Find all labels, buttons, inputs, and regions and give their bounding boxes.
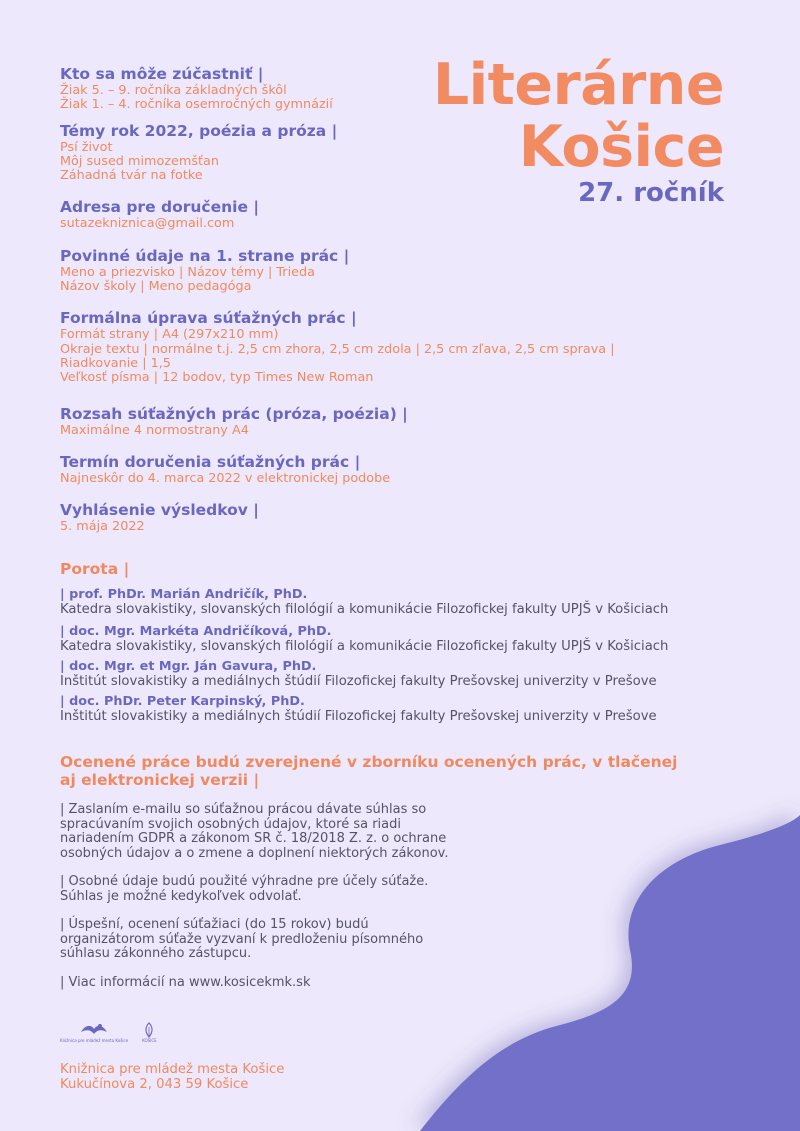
section-line: Riadkovanie | 1,5 [60, 355, 171, 371]
section-line: Formát strany | A4 (297x210 mm) [60, 327, 279, 343]
note-line: organizátorom súťaže vyzvaní k predloženiu písomného [60, 931, 424, 947]
jury-member-name: | doc. Mgr. et Mgr. Ján Gavura, PhD. [60, 659, 317, 675]
section-line: Žiak 5. – 9. ročníka základných škôl [60, 83, 287, 98]
jury-member [60, 625, 750, 655]
publication-heading-line-1: Ocenené práce budú zverejnené v zborníku ocenených prác, v tlačenej [60, 753, 678, 772]
section-formatting [60, 308, 750, 385]
note-line: | Zaslaním e-mailu so súťažnou prácou dávate súhlas so [60, 802, 427, 818]
section-participants [60, 64, 750, 113]
jury-member [60, 660, 750, 690]
section-line: Maximálne 4 normostrany A4 [60, 422, 249, 438]
note-line: spracúvaním svojich osobných údajov, ktoré sa riadi [60, 816, 401, 832]
section-heading: Adresa pre doručenie | [60, 198, 260, 217]
section-heading: Témy rok 2022, poézia a próza | [60, 121, 338, 140]
section-line: Meno a priezvisko | Názov témy | Trieda [60, 264, 315, 280]
section-line: Žiak 1. – 4. ročníka osemročných gymnázií [60, 97, 333, 113]
note-line: osobných údajov a o zmene a doplnení niektorých zákonov. [60, 845, 449, 861]
section-address [60, 197, 750, 231]
title-line-2: Košice [518, 114, 724, 180]
footer-address: Kukučínova 2, 043 59 Košice [60, 1077, 249, 1092]
library-logo-text: Knižnica pre mládež mesta Košice [60, 1038, 129, 1043]
note-line: nariadením GDPR a zákonom SR č. 18/2018 Z. z. o ochrane [60, 831, 447, 847]
jury-member-affiliation: Katedra slovakistiky, slovanských filológií a komunikácie Filozofickej fakulty UPJŠ v Košiciach [60, 602, 669, 618]
jury-member-name: | prof. PhDr. Marián Andričík, PhD. [60, 587, 308, 603]
footer [60, 1062, 284, 1092]
jury-member [60, 695, 750, 725]
note-line: | Úspešní, ocenení súťažiaci (do 15 rokov) budú [60, 917, 369, 933]
section-themes [60, 121, 750, 184]
section-heading: Formálna úprava súťažných prác | [60, 309, 357, 328]
footer-organization: Knižnica pre mládež mesta Košice [60, 1062, 285, 1077]
city-logo [142, 1022, 157, 1043]
note-line: | Osobné údaje budú použité výhradne pre účely súťaže. [60, 874, 429, 890]
logos [60, 1022, 157, 1043]
personal-data-note [60, 875, 460, 904]
more-info-note [60, 976, 460, 991]
jury-member [60, 588, 750, 618]
section-scope [60, 404, 750, 438]
email-address: sutazekniznica@gmail.com [60, 216, 235, 232]
section-line: Názov školy | Meno pedagóga [60, 279, 252, 295]
edition-label: 27. ročník [578, 178, 724, 208]
section-heading: Povinné údaje na 1. strane prác | [60, 246, 350, 265]
publication-heading [60, 753, 750, 789]
note-line: Súhlas je možné kedykoľvek odvolať. [60, 888, 302, 904]
section-required-info [60, 246, 750, 295]
section-line: Psí život [60, 139, 113, 155]
bird-book-icon [79, 1022, 109, 1038]
title-line-1: Literárne [432, 52, 724, 118]
section-heading: Vyhlásenie výsledkov | [60, 501, 259, 520]
flame-leaf-icon [142, 1022, 156, 1038]
section-line: Veľkosť písma | 12 bodov, typ Times New Roman [60, 370, 374, 386]
library-logo [60, 1022, 128, 1043]
section-line: Záhadná tvár na fotke [60, 168, 203, 184]
jury-heading: Porota | [60, 560, 130, 579]
section-heading: Rozsah súťažných prác (próza, poézia) | [60, 404, 408, 423]
section-line: Najneskôr do 4. marca 2022 v elektronickej podobe [60, 470, 391, 486]
section-line: 5. mája 2022 [60, 519, 145, 535]
city-logo-text: KOŠICE [142, 1038, 157, 1043]
jury-member-affiliation: Katedra slovakistiky, slovanských filológií a komunikácie Filozofickej fakulty UPJŠ v Košiciach [60, 639, 669, 655]
consent-note [60, 918, 460, 962]
section-heading: Termín doručenia súťažných prác | [60, 452, 361, 471]
section-line: Môj sused mimozemšťan [60, 153, 220, 169]
section-heading: Kto sa môže zúčastniť | [60, 65, 264, 83]
note-line: súhlasu zákonného zástupcu. [60, 946, 252, 962]
more-info-link[interactable]: | Viac informácií na www.kosicekmk.sk [60, 974, 311, 990]
section-results [60, 500, 750, 534]
jury-member-affiliation: Inštitút slovakistiky a mediálnych štúdií Filozofickej fakulty Prešovskej univerzity v Prešove [60, 674, 657, 690]
jury-member-name: | doc. PhDr. Peter Karpinský, PhD. [60, 694, 305, 710]
main-content [60, 64, 750, 990]
gdpr-note [60, 803, 460, 861]
jury-member-name: | doc. Mgr. Markéta Andričíková, PhD. [60, 624, 332, 640]
jury-member-affiliation: Inštitút slovakistiky a mediálnych štúdií Filozofickej fakulty Prešovskej univerzity v Prešove [60, 709, 657, 725]
section-deadline [60, 452, 750, 486]
publication-heading-line-2: aj elektronickej verzii | [60, 771, 260, 790]
section-line: Okraje textu | normálne t.j. 2,5 cm zhora, 2,5 cm zdola | 2,5 cm zľava, 2,5 cm sprava | [60, 341, 615, 357]
